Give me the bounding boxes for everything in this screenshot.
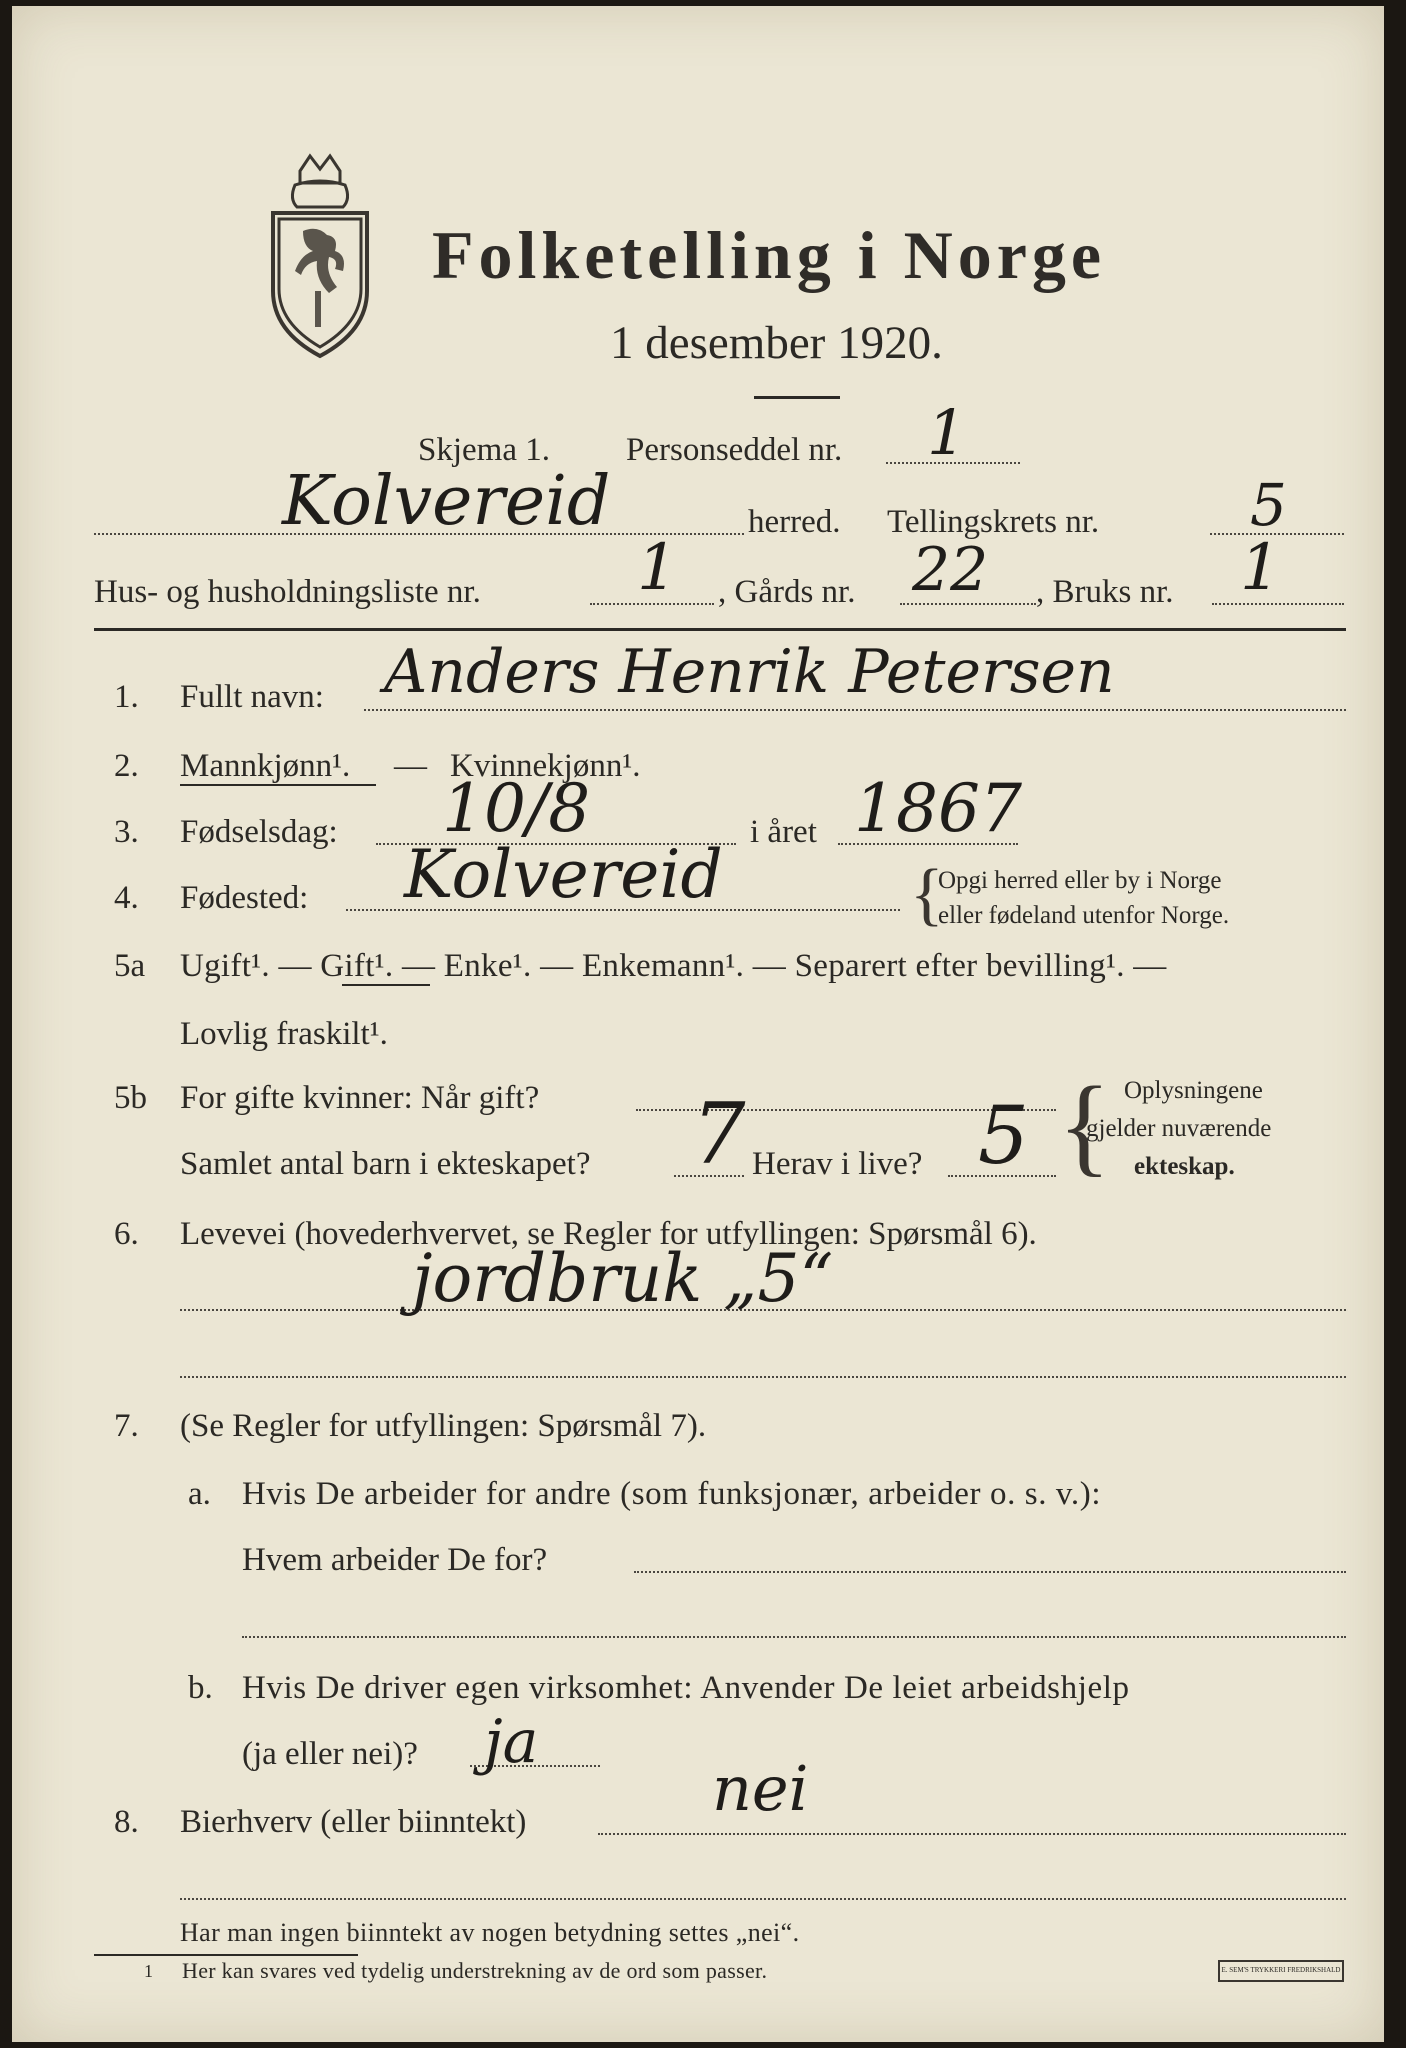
gards-label: , Gårds nr. [718,574,856,610]
q5b-children-label: Samlet antal barn i ekteskapet? [180,1146,591,1182]
q8-label: Bierhverv (eller biinntekt) [180,1804,527,1840]
q8-field-line-2 [180,1898,1346,1900]
q5b-married-label: For gifte kvinner: Når gift? [180,1080,540,1116]
q7a-line1: Hvis De arbeider for andre (som funksjonær, arbeider o. s. v.): [242,1476,1102,1512]
q6-field-line-2 [180,1376,1346,1378]
footnote-text: Her kan svares ved tydelig understrekning av de ord som passer. [182,1958,768,1983]
husholdningsliste-value: 1 [637,531,678,605]
q3-birth-year-value: 1867 [854,770,1022,847]
q5b-number: 5b [114,1080,147,1116]
q7b-hired-help-value: ja [484,1707,539,1777]
q2-male-underline [180,784,376,786]
q7b-letter: b. [188,1670,213,1706]
q7a-line2: Hvem arbeider De for? [242,1542,548,1578]
q6-label: Levevei (hovederhvervet, se Regler for utfyllingen: Spørsmål 6). [180,1216,1037,1252]
q1-full-name-value: Anders Henrik Petersen [384,637,1115,707]
q7-label: (Se Regler for utfyllingen: Spørsmål 7). [180,1408,707,1444]
q5a-options-line1: Ugift¹. — Gift¹. — Enke¹. — Enkemann¹. — Separert efter bevilling¹. — [180,948,1167,984]
bruks-label: , Bruks nr. [1036,574,1174,610]
q3-number: 3. [114,814,139,850]
q6-number: 6. [114,1216,139,1252]
q2-number: 2. [114,748,139,784]
q8-field-line-1 [598,1833,1346,1835]
form-title: Folketelling i Norge [432,217,1107,293]
footnote-mark: 1 [144,1961,153,1981]
footer-divider [94,1954,358,1956]
q7a-field-line-1 [634,1571,1346,1573]
q5b-note-line1: Oplysningene [1124,1077,1263,1104]
title-divider [754,396,840,399]
q4-birthplace-value: Kolvereid [404,836,723,913]
q7b-line2: (ja eller nei)? [242,1736,418,1772]
tellingskrets-label: Tellingskrets nr. [887,504,1100,540]
tellingskrets-value: 5 [1250,471,1287,539]
personseddel-value: 1 [927,396,967,469]
q5b-alive-label: Herav i live? [752,1146,923,1182]
q5a-number: 5a [114,948,146,984]
q3-label: Fødselsdag: [180,814,338,850]
q7b-line1: Hvis De driver egen virksomhet: Anvender De leiet arbeidshjelp [242,1670,1130,1706]
q1-label: Fullt navn: [180,679,324,715]
q5b-note-line3: ekteskap. [1134,1153,1235,1180]
footer-note: Har man ingen biinntekt av nogen betydning settes „nei“. [180,1918,800,1947]
herred-label: herred. [748,504,841,540]
q5b-note-line2: gjelder nuværende [1086,1115,1272,1142]
q1-number: 1. [114,679,139,715]
q5b-children-value: 7 [692,1085,746,1183]
q2-male-option: Mannkjønn¹. [180,748,351,784]
q3-birthday-value: 10/8 [442,770,591,847]
q7a-letter: a. [188,1476,211,1512]
q5b-alive-value: 5 [978,1089,1029,1182]
q5a-options-line2: Lovlig fraskilt¹. [180,1016,388,1052]
norwegian-lion-coat-of-arms-icon [255,151,385,361]
husholdningsliste-label: Hus- og husholdningsliste nr. [94,574,481,610]
skjema-label: Skjema 1. [418,432,550,468]
q8-number: 8. [114,1804,139,1840]
q3-year-label: i året [750,814,817,850]
q8-side-income-value: nei [712,1752,809,1825]
q6-occupation-value: jordbruk „5“ [412,1240,834,1317]
printer-stamp-text: E. SEM'S TRYKKERI FREDRIKSHALD [1221,1966,1341,1974]
q4-label: Fødested: [180,880,309,916]
q7a-field-line-2 [242,1636,1346,1638]
q5a-gift-underline [342,984,430,986]
q2-separator: — [394,748,427,784]
header-divider [94,628,1346,631]
q7-number: 7. [114,1408,139,1444]
printer-stamp [1218,1960,1344,1982]
census-form-sheet [12,6,1384,2042]
q5b-brace: { [1058,1064,1111,1186]
bruks-value: 1 [1240,531,1281,605]
herred-value: Kolvereid [282,462,611,541]
q4-note-line2: eller fødeland utenfor Norge. [938,902,1230,929]
q4-brace: { [910,856,944,933]
q2-female-option: Kvinnekjønn¹. [450,748,641,784]
personseddel-label: Personseddel nr. [626,432,843,468]
q1-field-line [364,709,1346,711]
census-date: 1 desember 1920. [610,317,943,369]
gards-value: 22 [912,535,989,605]
q4-note-line1: Opgi herred eller by i Norge [938,867,1222,894]
q4-number: 4. [114,880,139,916]
